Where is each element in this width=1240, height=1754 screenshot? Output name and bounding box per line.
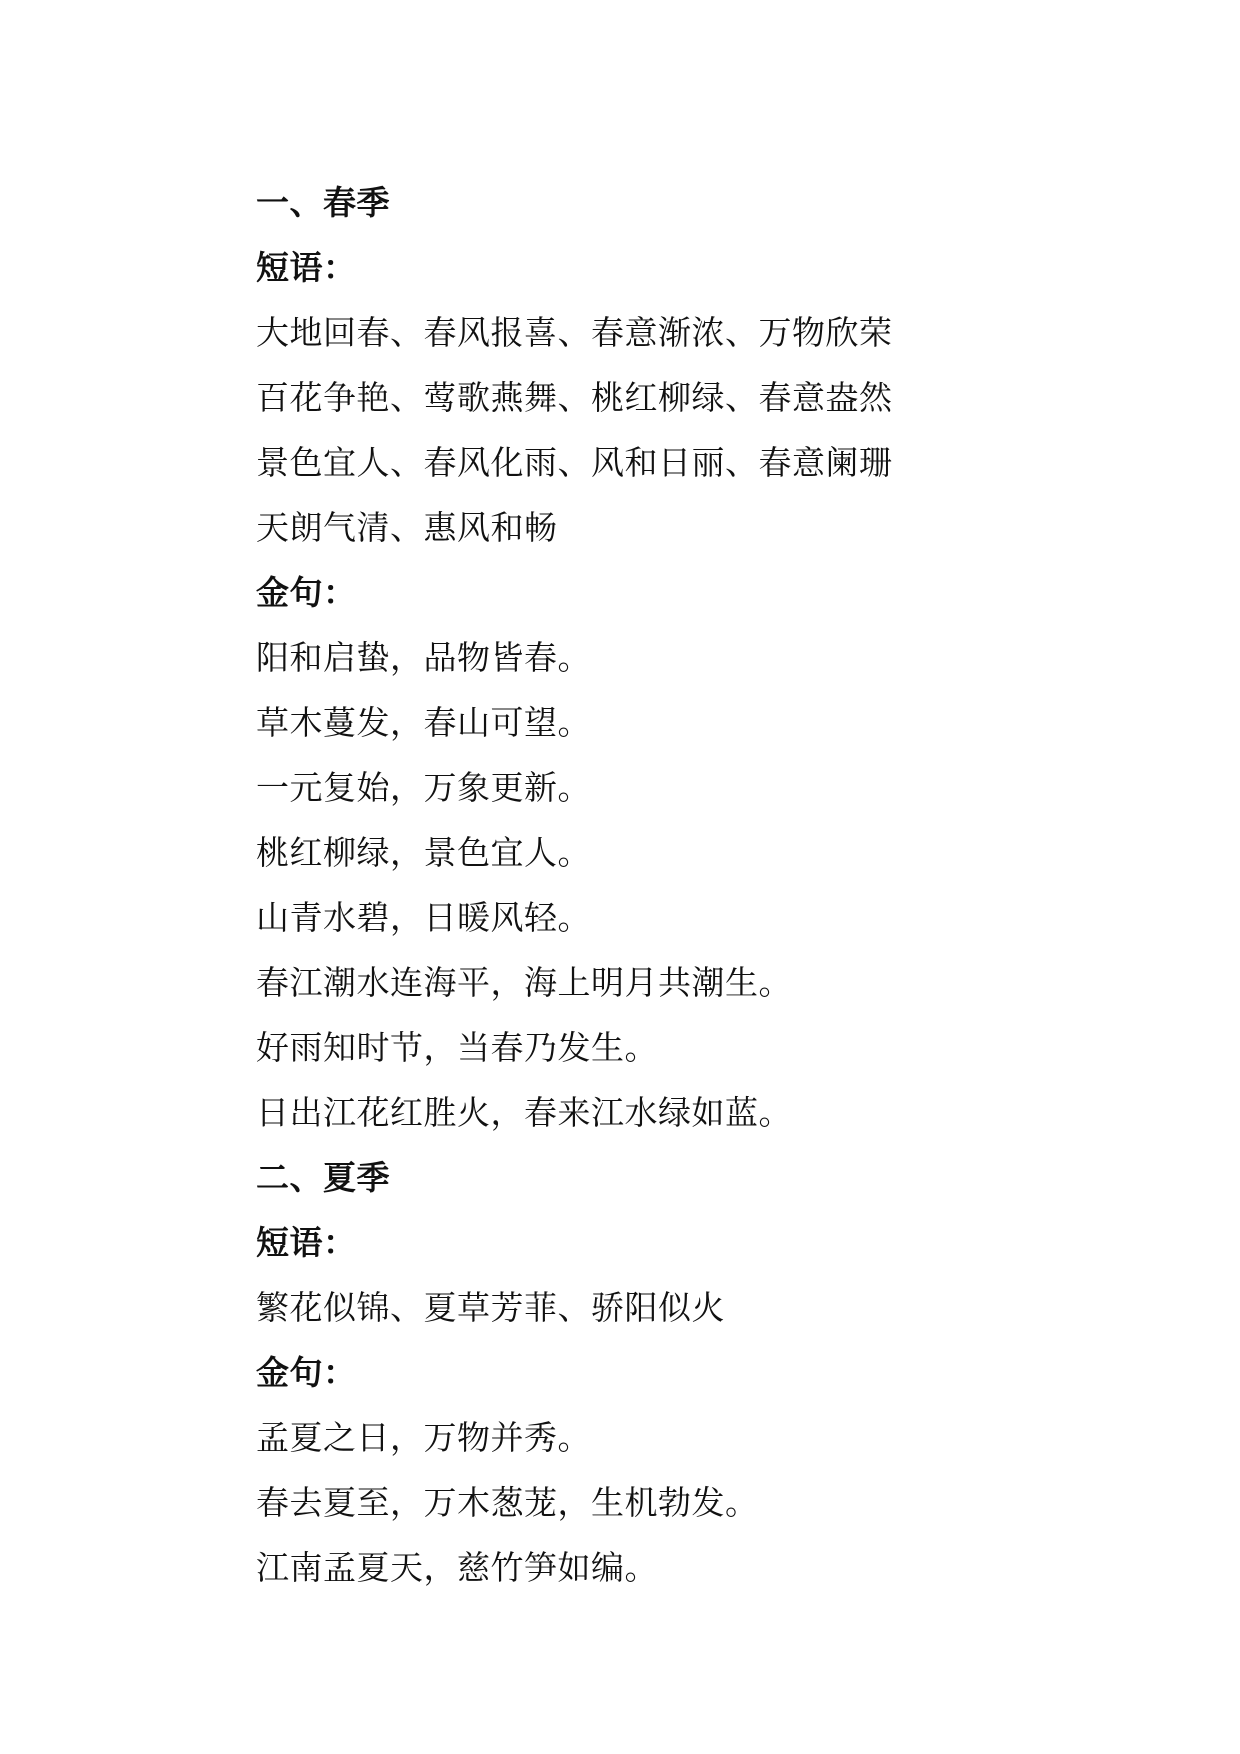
quote-line: 山青水碧，日暖风轻。 — [256, 898, 591, 937]
section-heading-spring: 一、春季 — [256, 183, 390, 222]
quotes-label-summer: 金句： — [256, 1353, 357, 1392]
quote-line: 阳和启蛰，品物皆春。 — [256, 638, 591, 677]
quote-line: 一元复始，万象更新。 — [256, 768, 591, 807]
quote-line: 草木蔓发，春山可望。 — [256, 703, 591, 742]
phrase-line: 大地回春、春风报喜、春意渐浓、万物欣荣 — [256, 313, 893, 352]
phrase-line: 百花争艳、莺歌燕舞、桃红柳绿、春意盎然 — [256, 378, 893, 417]
quote-line: 江南孟夏天，慈竹笋如编。 — [256, 1548, 658, 1587]
quote-line: 春江潮水连海平，海上明月共潮生。 — [256, 963, 792, 1002]
quote-line: 春去夏至，万木葱茏，生机勃发。 — [256, 1483, 759, 1522]
phrase-line: 天朗气清、惠风和畅 — [256, 508, 558, 547]
phrases-label-spring: 短语： — [256, 248, 357, 287]
quote-line: 桃红柳绿，景色宜人。 — [256, 833, 591, 872]
quote-line: 好雨知时节，当春乃发生。 — [256, 1028, 658, 1067]
document-body — [256, 170, 1156, 1600]
phrase-line: 繁花似锦、夏草芳菲、骄阳似火 — [256, 1288, 725, 1327]
section-heading-summer: 二、夏季 — [256, 1158, 390, 1197]
quote-line: 孟夏之日，万物并秀。 — [256, 1418, 591, 1457]
phrase-line: 景色宜人、春风化雨、风和日丽、春意阑珊 — [256, 443, 893, 482]
quotes-label-spring: 金句： — [256, 573, 357, 612]
quote-line: 日出江花红胜火，春来江水绿如蓝。 — [256, 1093, 792, 1132]
phrases-label-summer: 短语： — [256, 1223, 357, 1262]
